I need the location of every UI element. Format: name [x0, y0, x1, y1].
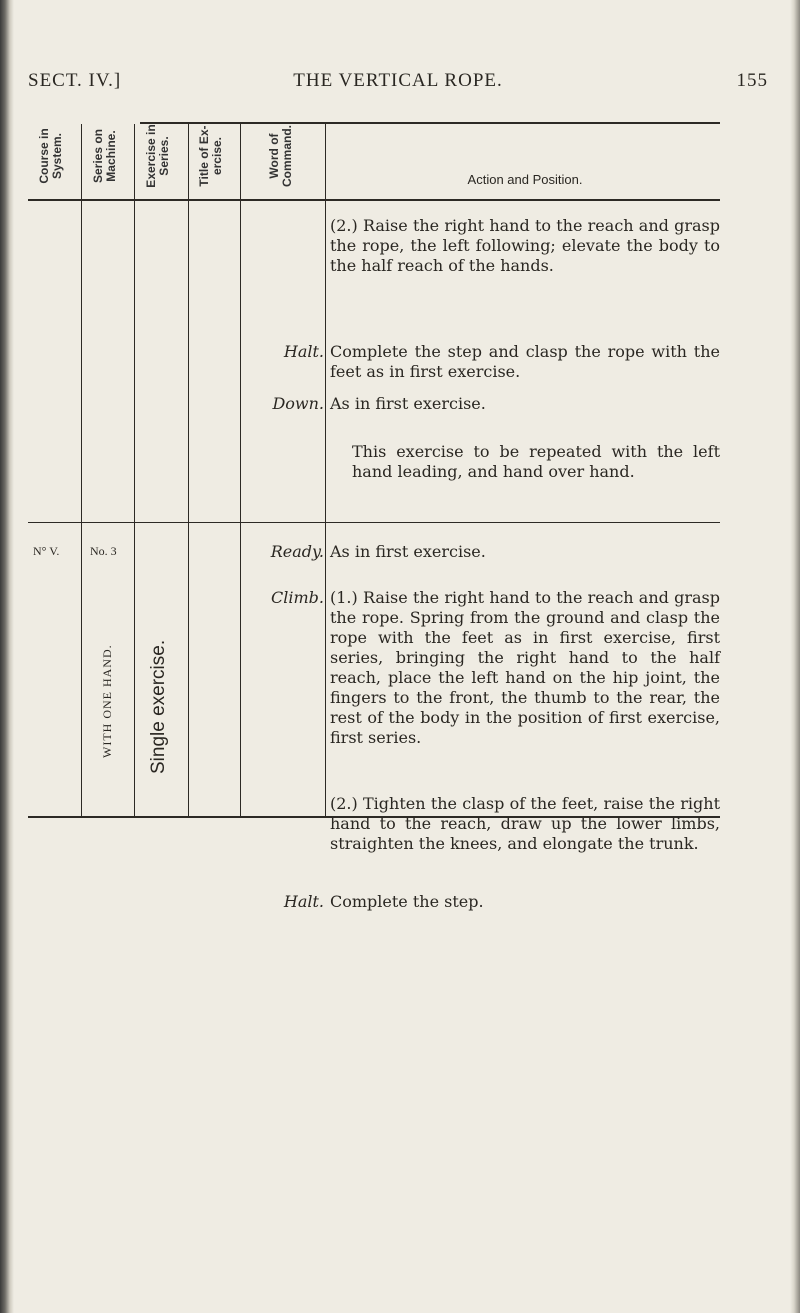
col-rule-1 — [81, 124, 82, 816]
page-left-edge — [0, 0, 14, 1313]
exercise-vertical-label: Single exercise. — [148, 639, 169, 774]
block-divider-rule — [28, 522, 720, 523]
block2-climb-text: (1.) Raise the right hand to the reach and grasp the rope. Spring from the ground and clasp the rope with the feet as in first exercise, first series, bringing the right hand to the half reach, place the left hand on the hip joint, the fingers to the front, the thumb to the rear, the rest of the body in the position of first exercise, first series. — [330, 588, 720, 747]
header-word-command: Word of Command. — [267, 125, 294, 188]
block1-halt-command: Halt. — [283, 342, 324, 361]
block2-paragraph-2-visible: (2.) Tighten the clasp of the feet, raise the right hand to the reach, draw up the lower limbs, straighten the knees, and elongate the trunk. — [330, 794, 720, 853]
page-number: 155 — [736, 70, 768, 91]
col-rule-4 — [240, 124, 241, 816]
running-head — [28, 70, 768, 100]
block2-ready-text: As in first exercise. — [330, 542, 486, 561]
header-exercise: Exercise in Series. — [144, 124, 171, 188]
block1-note: This exercise to be repeated with the left hand leading, and hand over hand. — [352, 442, 720, 481]
col-rule-2 — [134, 124, 135, 816]
block1-halt-text: Complete the step and clasp the rope with the feet as in first exercise. — [330, 342, 720, 381]
header-bottom-rule — [28, 199, 720, 201]
course-number: N° V. — [33, 544, 60, 558]
series-number: No. 3 — [90, 544, 117, 558]
block1-paragraph-2: (2.) Raise the right hand to the reach and grasp the rope, the left following; elevate the body to the half reach of the hands. — [330, 216, 720, 275]
page-right-edge — [790, 0, 800, 1313]
header-series: Series on Machine. — [91, 128, 118, 184]
block1-down-text: As in first exercise. — [330, 394, 486, 413]
block2-climb-command: Climb. — [271, 588, 324, 607]
col-rule-5 — [325, 124, 326, 816]
table-top-rule — [140, 122, 720, 124]
header-course: Course in System. — [37, 128, 64, 184]
col-rule-3 — [188, 124, 189, 816]
block2-halt-command: Halt. — [283, 892, 324, 911]
series-vertical-label: WITH ONE HAND. — [100, 644, 114, 758]
section-label: SECT. IV.] — [28, 70, 122, 91]
header-action-position: Action and Position. — [467, 172, 583, 187]
block2-halt-text: Complete the step. — [330, 892, 484, 911]
block2-ready-command: Ready. — [270, 542, 324, 561]
block1-down-command: Down. — [272, 394, 324, 413]
header-title-exercise: Title of Ex-ercise. — [197, 125, 224, 187]
page-title: THE VERTICAL ROPE. — [293, 70, 503, 91]
